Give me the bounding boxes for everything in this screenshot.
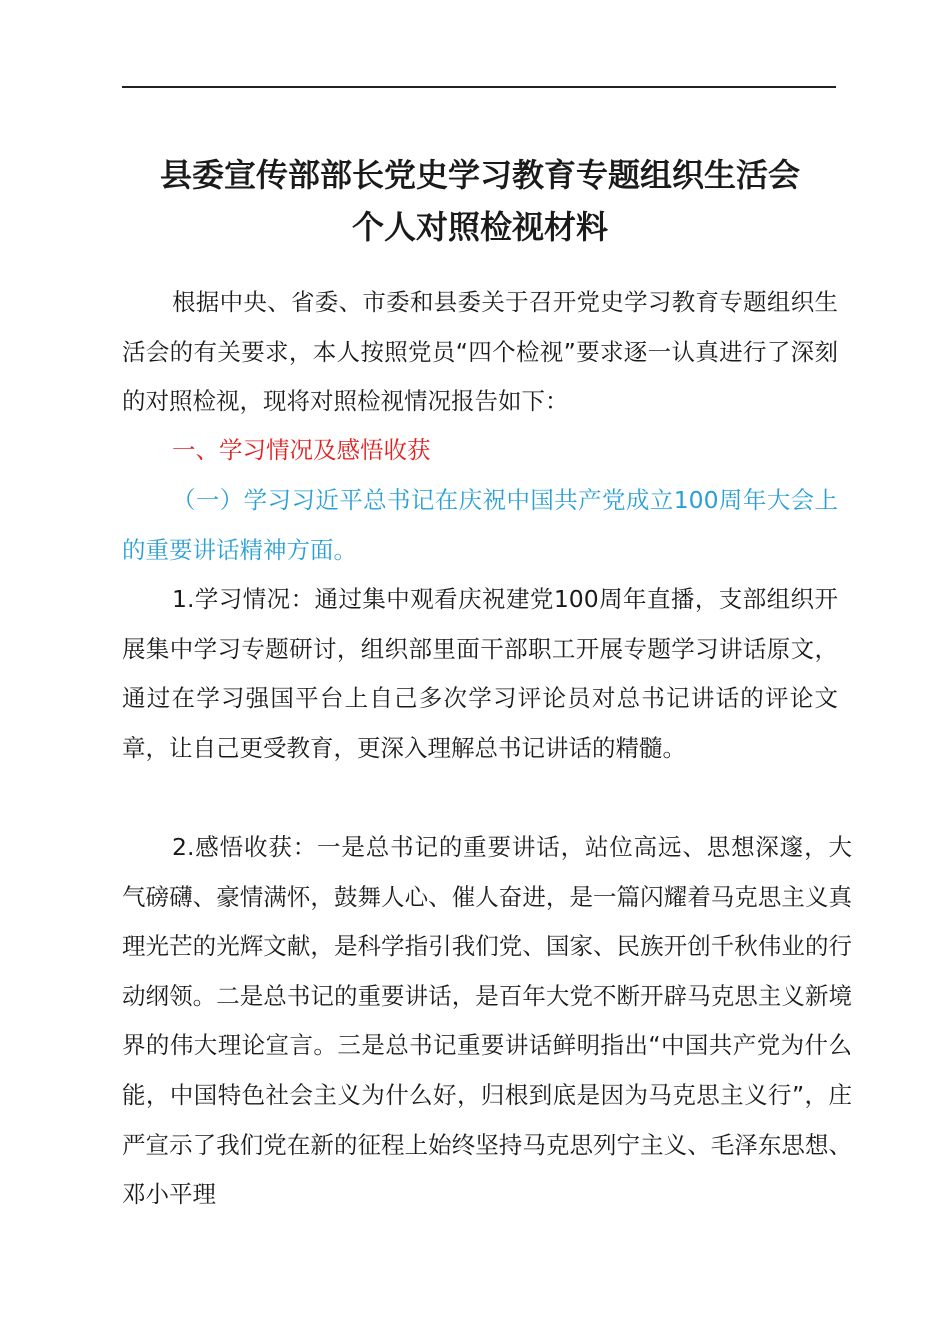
document-title-line2: 个人对照检视材料 — [351, 208, 608, 246]
gain-paragraph: 2.感悟收获：一是总书记的重要讲话，站位高远、思想深邃，大气磅礴、豪情满怀，鼓舞人心、催人奋进，是一篇闪耀着马克思主义真理光芒的光辉文献，是科学指引我们党、国家、民族开创千秋伟业的行动纲领。二是总书记的重要讲话，是百年大党不断开辟马克思主义新境界的伟大理论宣言。三是总书记重要讲话鲜明指出“中国共产党为什么能，中国特色社会主义为什么好，归根到底是因为马克思主义行”，庄严宣示了我们党在新的征程上始终坚持马克思列宁主义、毛泽东思想、邓小平理 — [122, 833, 852, 1209]
intro-paragraph: 根据中央、省委、市委和县委关于召开党史学习教育专题组织生活会的有关要求，本人按照党员“四个检视”要求逐一认真进行了深刻的对照检视，现将对照检视情况报告如下： — [122, 288, 838, 416]
header-rule — [122, 86, 836, 88]
section-heading: 一、学习情况及感悟收获 — [172, 436, 431, 464]
document-title-line1: 县委宣传部部长党史学习教育专题组织生活会 — [159, 156, 800, 194]
study-paragraph: 1.学习情况：通过集中观看庆祝建党100周年直播，支部组织开展集中学习专题研讨，组织部里面干部职工开展专题学习讲话原文，通过在学习强国平台上自己多次学习评论员对总书记讲话的评论文章，让自己更受教育，更深入理解总书记讲话的精髓。 — [122, 585, 838, 762]
subsection-heading: （一）学习习近平总书记在庆祝中国共产党成立100周年大会上的重要讲话精神方面。 — [122, 486, 838, 564]
